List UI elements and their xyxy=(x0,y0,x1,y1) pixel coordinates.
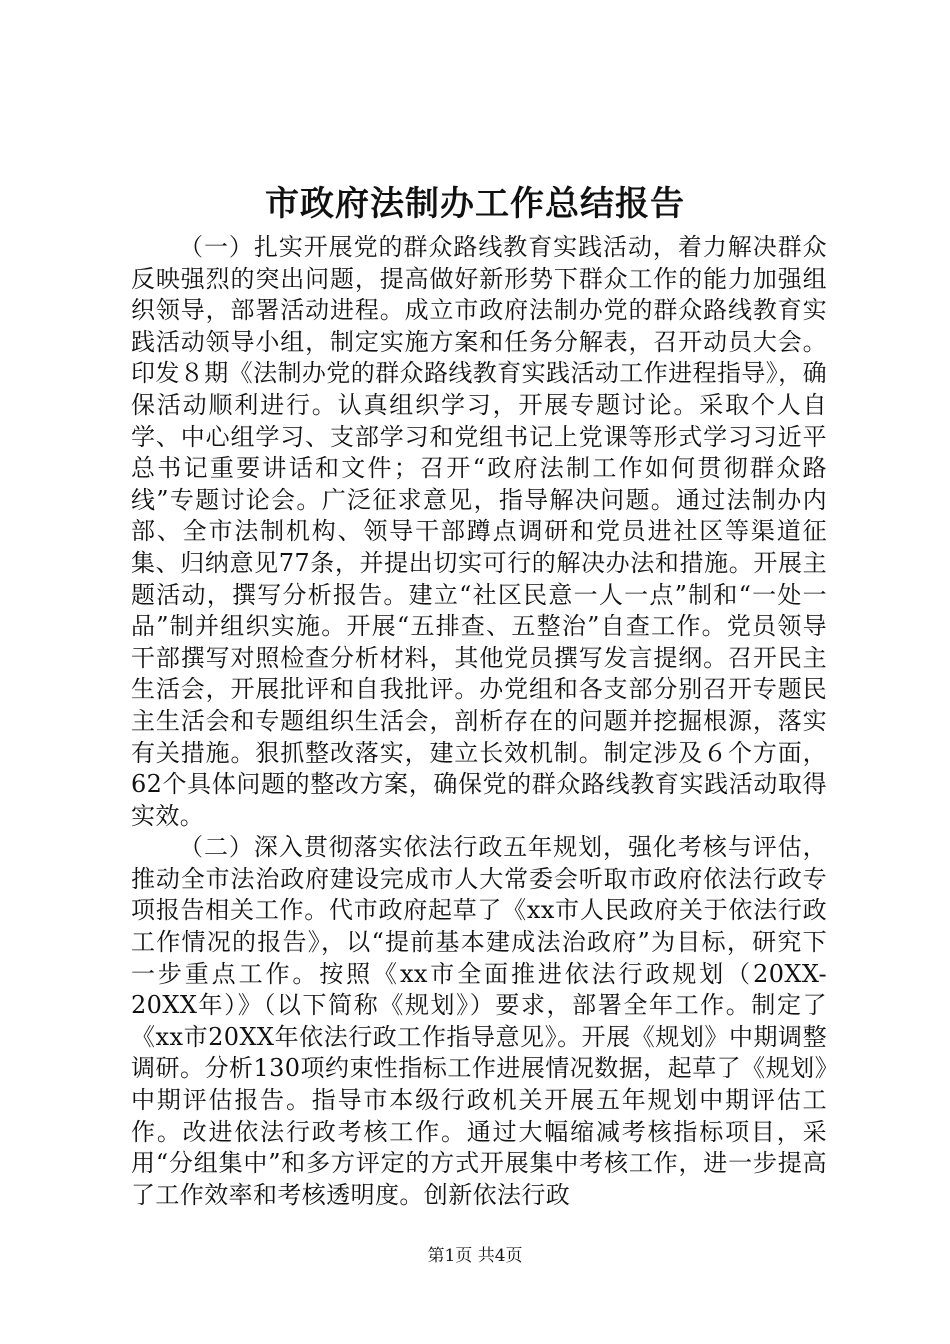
paragraph-1: （一）扎实开展党的群众路线教育实践活动，着力解决群众反映强烈的突出问题，提高做好新形势下群众工作的能力加强组织领导，部署活动进程。成立市政府法制办党的群众路线教育实践活动领导小组，制定实施方案和任务分解表，召开动员大会。印发８期《法制办党的群众路线教育实践活动工作进程指导》，确保活动顺利进行。认真组织学习，开展专题讨论。采取个人自学、中心组学习、支部学习和党组书记上党课等形式学习习近平总书记重要讲话和文件；召开“政府法制工作如何贯彻群众路线”专题讨论会。广泛征求意见，指导解决问题。通过法制办内部、全市法制机构、领导干部蹲点调研和党员进社区等渠道征集、归纳意见77条，并提出切实可行的解决办法和措施。开展主题活动，撰写分析报告。建立“社区民意一人一点”制和“一处一品”制并组织实施。开展“五排查、五整治”自查工作。党员领导干部撰写对照检查分析材料，其他党员撰写发言提纲。召开民主生活会，开展批评和自我批评。办党组和各支部分别召开专题民主生活会和专题组织生活会，剖析存在的问题并挖掘根源，落实有关措施。狠抓整改落实，建立长效机制。制定涉及６个方面，62个具体问题的整改方案，确保党的群众路线教育实践活动取得实效。 xyxy=(131,233,827,830)
page-number-footer: 第1页 共4页 xyxy=(427,1246,523,1266)
paragraph-2: （二）深入贯彻落实依法行政五年规划，强化考核与评估，推动全市法治政府建设完成市人大常委会听取市政府依法行政专项报告相关工作。代市政府起草了《xx市人民政府关于依法行政工作情况的报告》，以“提前基本建成法治政府”为目标，研究下一步重点工作。按照《xx市全面推进依法行政规划（20XX-20XX年）》（以下简称《规划》）要求，部署全年工作。制定了《xx市20XX年依法行政工作指导意见》。开展《规划》中期调整调研。分析130项约束性指标工作进展情况数据，起草了《规划》中期评估报告。指导市本级行政机关开展五年规划中期评估工作。改进依法行政考核工作。通过大幅缩减考核指标项目，采用“分组集中”和多方评定的方式开展集中考核工作，进一步提高了工作效率和考核透明度。创新依法行政 xyxy=(131,833,827,1209)
document-title: 市政府法制办工作总结报告 xyxy=(265,184,685,224)
document-body xyxy=(131,232,827,1211)
